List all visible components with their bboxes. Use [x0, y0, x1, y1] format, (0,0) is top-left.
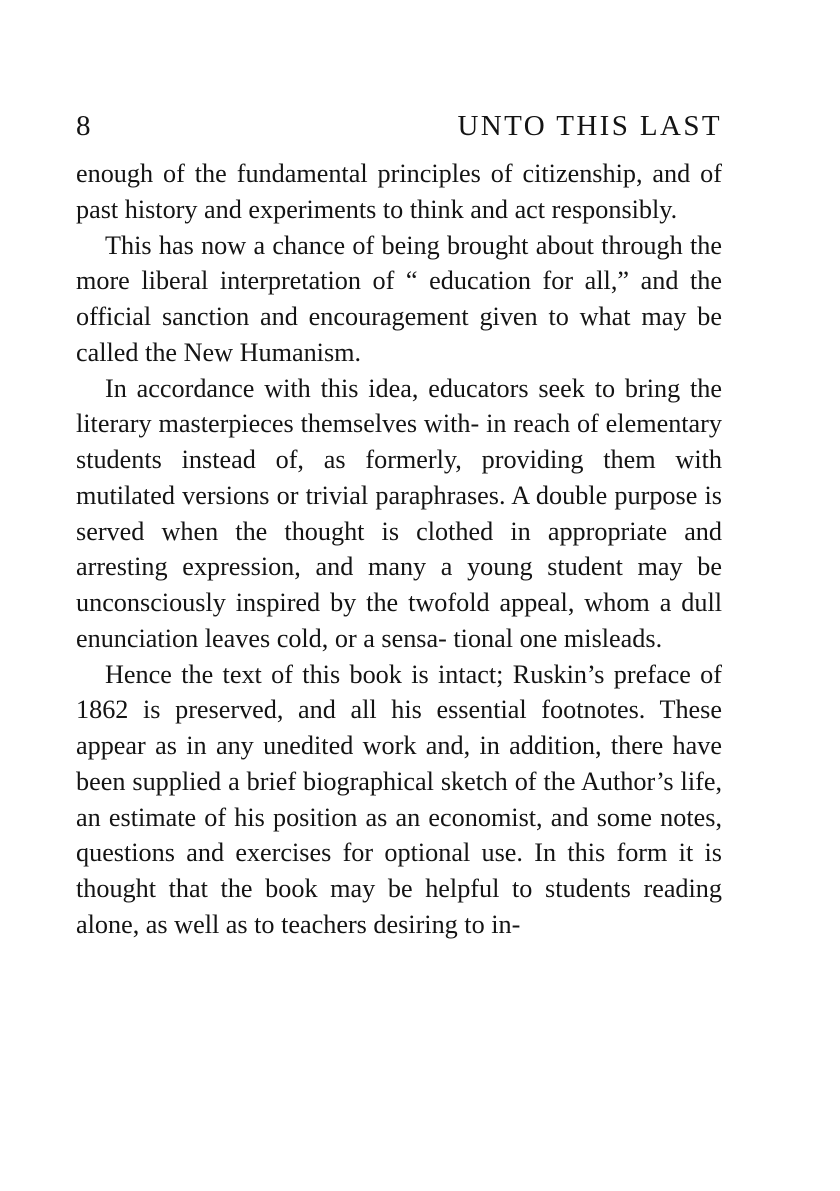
book-page: [76, 108, 722, 943]
paragraph-education-for-all: This has now a chance of being brought about through the more liberal interpretation of “ education for all,” and the official sanction and encouragement given to what may be called the New Humanism.: [76, 230, 722, 367]
running-title: UNTO THIS LAST: [457, 110, 722, 142]
running-head: [76, 108, 722, 156]
body-text: [76, 156, 722, 943]
paragraph-text-intact: Hence the text of this book is intact; Ruskin’s preface of 1862 is preserved, and all his essential footnotes. These appear as in any unedited work and, in addition, there have been supplied a brief biographical sketch of the Author’s life, an estimate of his position as an economist, and some notes, questions and exercises for optional use. In this form it is thought that the book may be helpful to students reading alone, as well as to teachers desiring to in-: [76, 659, 722, 939]
paragraph-literary-masterpieces: In accordance with this idea, educators seek to bring the literary masterpieces themselves with- in reach of elementary students instead of, as formerly, providing them with mutilated versions or trivial paraphrases. A double purpose is served when the thought is clothed in appropriate and arresting expression, and many a young student may be unconsciously inspired by the twofold appeal, whom a dull enunciation leaves cold, or a sensa- tional one misleads.: [76, 373, 722, 653]
page-number: 8: [76, 110, 91, 142]
paragraph-continuation: enough of the fundamental principles of citizenship, and of past history and experiments to think and act responsibly.: [76, 159, 722, 224]
